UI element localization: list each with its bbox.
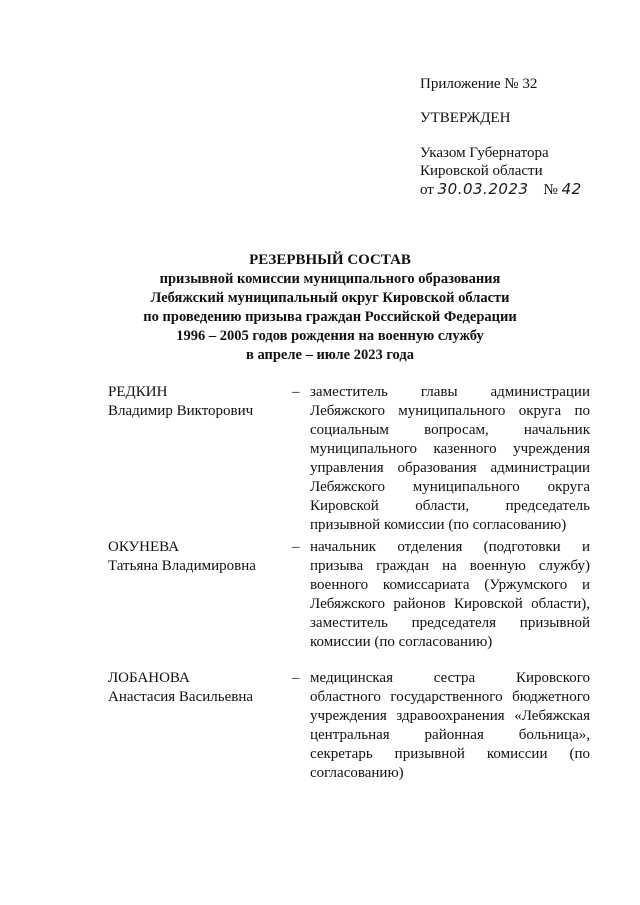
member-name [108,538,283,576]
approval-stamp-text: УТВЕРЖДЕН [420,110,511,126]
handwritten-number: 42 [561,180,582,198]
member-duty: заместитель главы администрации Лебяжского муниципального округа по социальным вопросам, начальник муниципального казенного учреждения управления образования администрации Лебяжского муниципального округа Кировской области, председатель призывной комиссии (по согласованию) [310,384,590,533]
member-surname: ЛОБАНОВА [108,670,190,686]
member-given-names: Татьяна Владимировна [108,558,256,574]
title-line-2: призывной комиссии муниципального образования [159,271,501,287]
member-dash: – [292,384,300,400]
member-duty: начальник отделения (подготовки и призыва граждан на военную службу) военного комиссариата (Уржумского и Лебяжского районов Кировской области), заместитель председателя призывной комиссии (по согласованию) [310,539,590,650]
appendix-number: Приложение № 32 [420,76,538,92]
member-name [108,383,283,421]
date-prefix: от [420,182,434,198]
member-surname: ОКУНЕВА [108,539,180,555]
member-surname: РЕДКИН [108,384,168,400]
title-line-3: Лебяжский муниципальный округ Кировской области [150,290,510,306]
title-line-4: по проведению призыва граждан Российской Федерации [143,309,517,325]
number-prefix: № [543,182,558,198]
member-dash: – [292,539,300,555]
member-given-names: Владимир Викторович [108,403,254,419]
member-duty: медицинская сестра Кировского областного государственного бюджетного учреждения здравоохранения «Лебяжская центральная районная больница», секретарь призывной комиссии (по согласованию) [310,670,590,781]
title-line-6: в апреле – июле 2023 года [246,347,414,363]
member-given-names: Анастасия Васильевна [108,689,254,705]
decree-reference [420,144,582,199]
member-dash: – [292,670,300,686]
decree-date-line [420,180,582,199]
title-line-5: 1996 – 2005 годов рождения на военную службу [176,328,484,344]
member-name [108,669,283,707]
title-line-1: РЕЗЕРВНЫЙ СОСТАВ [249,252,411,268]
decree-line-2: Кировской области [420,163,543,179]
handwritten-date: 30.03.2023 [437,180,529,198]
document-title [120,251,540,365]
decree-line-1: Указом Губернатора [420,145,549,161]
